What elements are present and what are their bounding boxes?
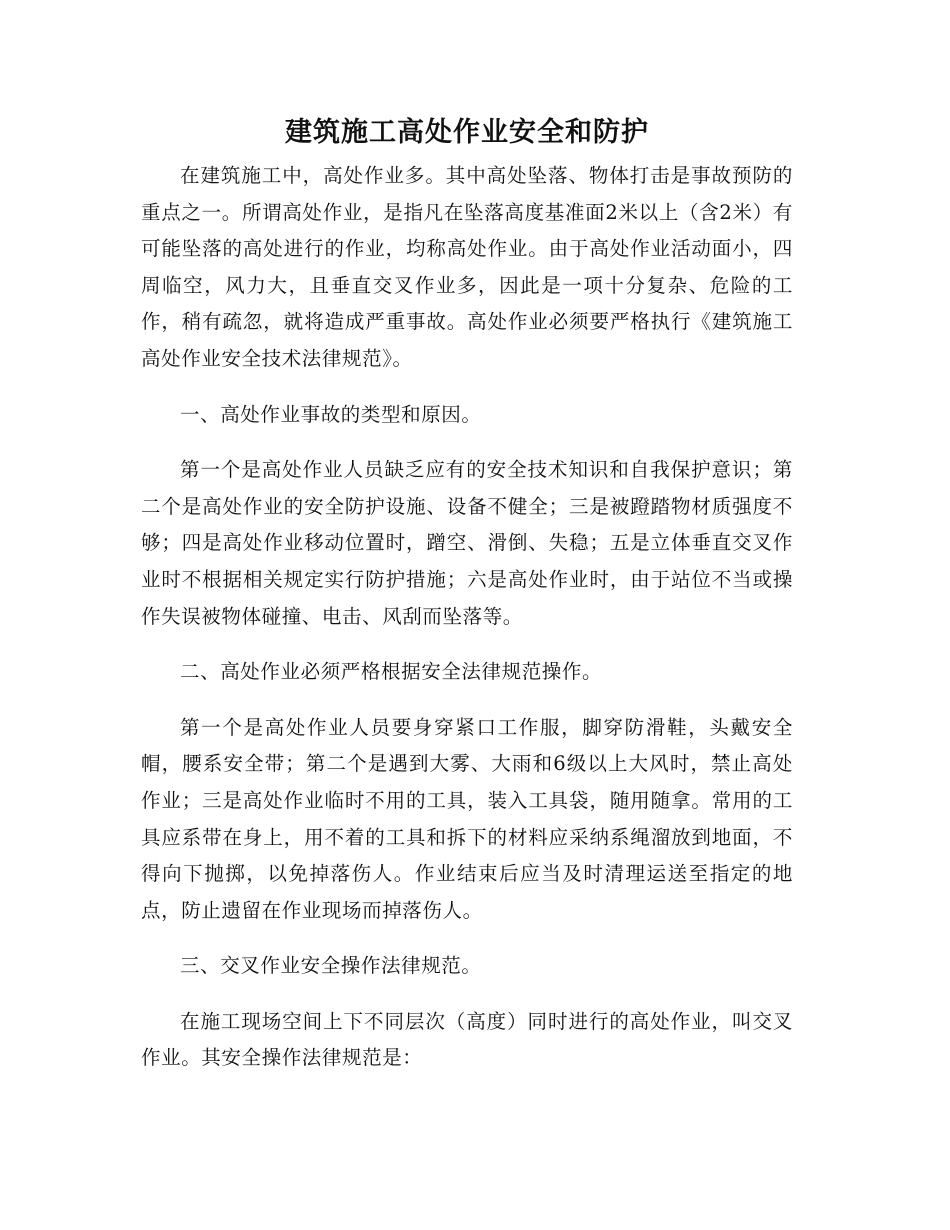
intro-paragraph: 在建筑施工中，高处作业多。其中高处坠落、物体打击是事故预防的重点之一。所谓高处作业，是指凡在坠落高度基准面2米以上（含2米）有可能坠落的高处进行的作业，均称高处作业。由于高处作业活动面小，四周临空，风力大，且垂直交叉作业多，因此是一项十分复杂、危险的工作，稍有疏忽，就将造成严重事故。高处作业必须要严格执行《建筑施工高处作业安全技术法律规范》。 (141, 164, 793, 370)
section-3-body: 在施工现场空间上下不同层次（高度）同时进行的高处作业，叫交叉作业。其安全操作法律规范是： (141, 1009, 793, 1070)
paragraph-gap (141, 378, 793, 397)
paragraph-gap (141, 985, 793, 1004)
paragraph-gap (141, 433, 793, 452)
document-title: 建筑施工高处作业安全和防护 (285, 117, 649, 148)
paragraph-gap (141, 635, 793, 654)
document-page (141, 108, 793, 1077)
section-1-body: 第一个是高处作业人员缺乏应有的安全技术知识和自我保护意识；第二个是高处作业的安全防护设施、设备不健全；三是被蹬踏物材质强度不够；四是高处作业移动位置时，蹭空、滑倒、失稳；五是立体垂直交叉作业时不根据相关规定实行防护措施；六是高处作业时，由于站位不当或操作失误被物体碰撞、电击、风刮而坠落等。 (141, 458, 793, 628)
section-3-heading: 三、交叉作业安全操作法律规范。 (180, 954, 482, 978)
paragraph-gap (141, 929, 793, 948)
section-2-body: 第一个是高处作业人员要身穿紧口工作服，脚穿防滑鞋，头戴安全帽，腰系安全带；第二个是遇到大雾、大雨和6级以上大风时，禁止高处作业；三是高处作业临时不用的工具，装入工具袋，随用随拿。常用的工具应系带在身上，用不着的工具和拆下的材料应采纳系绳溜放到地面，不得向下抛掷，以免掉落伤人。作业结束后应当及时清理运送至指定的地点，防止遗留在作业现场而掉落伤人。 (141, 715, 793, 922)
paragraph-gap (141, 691, 793, 710)
section-1-heading: 一、高处作业事故的类型和原因。 (180, 402, 482, 426)
section-2-heading: 二、高处作业必须严格根据安全法律规范操作。 (180, 660, 603, 684)
